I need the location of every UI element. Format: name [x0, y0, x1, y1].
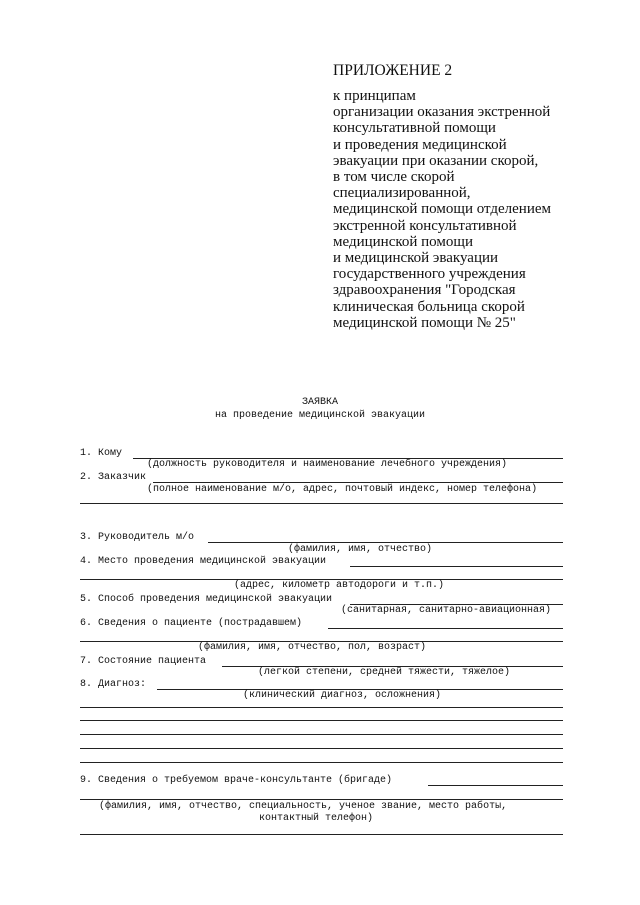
- appendix-line: к принципам: [333, 88, 416, 104]
- appendix-line: экстренной консультативной: [333, 217, 517, 234]
- appendix-line: специализированной,: [333, 185, 471, 202]
- field-9-line-extra[interactable]: [80, 799, 563, 800]
- field-8-line-extra[interactable]: [80, 720, 563, 721]
- field-9-hint: (фамилия, имя, отчество, специальность, ученое звание, место работы,: [99, 801, 508, 812]
- field-9-label: 9. Сведения о требуемом враче-консультанте (бригаде): [80, 775, 393, 786]
- appendix-title: ПРИЛОЖЕНИЕ 2: [333, 62, 453, 79]
- appendix-line: в том числе скорой: [333, 169, 455, 186]
- appendix-line: медицинской помощи отделением: [333, 201, 552, 218]
- appendix-line: здравоохранения "Городская: [333, 282, 516, 299]
- field-4-line[interactable]: [350, 566, 563, 567]
- field-1-hint: (должность руководителя и наименование лечебного учреждения): [147, 459, 508, 470]
- field-2-label: 2. Заказчик: [80, 472, 147, 483]
- field-9-hint-continued: контактный телефон): [259, 813, 374, 824]
- appendix-line: клиническая больница скорой: [333, 298, 525, 315]
- field-2-hint: (полное наименование м/о, адрес, почтовый индекс, номер телефона): [147, 484, 538, 495]
- field-5-hint: (санитарная, санитарно-авиационная): [341, 605, 552, 616]
- appendix-subtitle: [333, 88, 551, 331]
- field-3-line[interactable]: [208, 542, 563, 543]
- field-8-hint: (клинический диагноз, осложнения): [243, 690, 442, 701]
- field-3-label: 3. Руководитель м/о: [80, 532, 195, 543]
- field-8-line-extra[interactable]: [80, 762, 563, 763]
- appendix-line: эвакуации при оказании скорой,: [333, 152, 539, 169]
- appendix-line: и проведения медицинской: [333, 136, 507, 153]
- form-subtitle: на проведение медицинской эвакуации: [214, 410, 426, 421]
- field-2-line[interactable]: [153, 482, 563, 483]
- field-7-hint: (легкой степени, средней тяжести, тяжелое): [258, 667, 511, 678]
- field-4-hint: (адрес, километр автодороги и т.п.): [234, 580, 445, 591]
- field-7-label: 7. Состояние пациента: [80, 656, 207, 667]
- appendix-line: государственного учреждения: [333, 266, 526, 283]
- field-9-line[interactable]: [428, 785, 563, 786]
- appendix-line: консультативной помощи: [333, 120, 496, 137]
- field-2-line-extra[interactable]: [80, 503, 563, 504]
- field-8-line-extra[interactable]: [80, 748, 563, 749]
- appendix-line: организации оказания экстренной: [333, 104, 551, 121]
- field-6-line[interactable]: [328, 628, 563, 629]
- appendix-line: медицинской помощи: [333, 233, 473, 250]
- field-5-label: 5. Способ проведения медицинской эвакуации: [80, 594, 333, 605]
- field-8-label: 8. Диагноз:: [80, 679, 147, 690]
- field-1-label: 1. Кому: [80, 448, 123, 459]
- field-8-line-extra[interactable]: [80, 707, 563, 708]
- field-3-hint: (фамилия, имя, отчество): [288, 544, 433, 555]
- form-title: ЗАЯВКА: [301, 397, 338, 408]
- field-4-label: 4. Место проведения медицинской эвакуации: [80, 556, 327, 567]
- field-8-line-extra[interactable]: [80, 734, 563, 735]
- appendix-line: медицинской помощи № 25": [333, 314, 516, 331]
- field-6-hint: (фамилия, имя, отчество, пол, возраст): [198, 642, 427, 653]
- field-6-label: 6. Сведения о пациенте (пострадавшем): [80, 618, 303, 629]
- field-9-line-extra[interactable]: [80, 834, 563, 835]
- appendix-line: и медицинской эвакуации: [333, 250, 499, 267]
